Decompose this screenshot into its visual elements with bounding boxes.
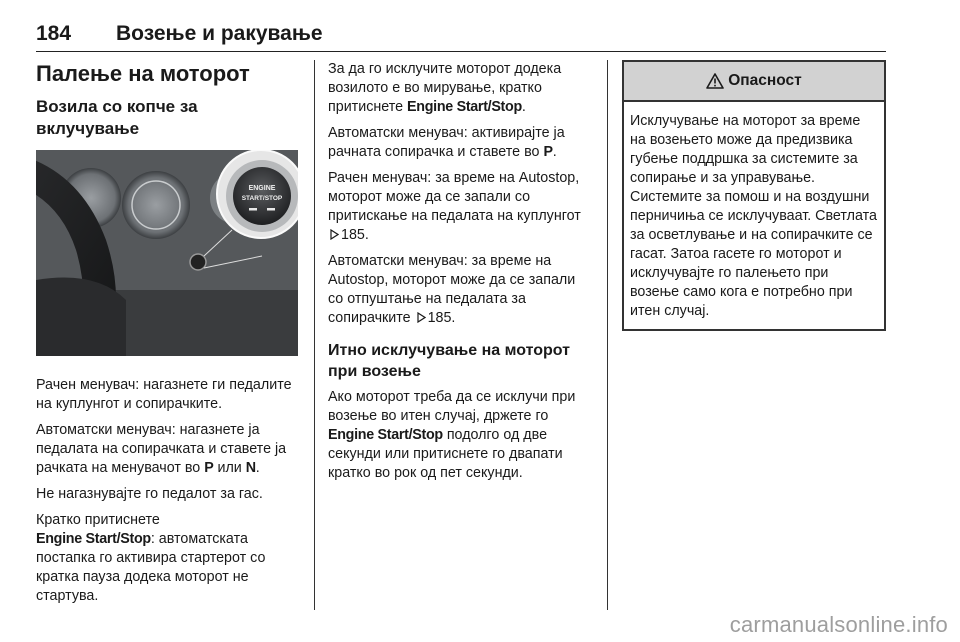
paragraph-switch-off: За да го исклучите моторот додека возилото е во мирување, кратко притиснете Engine Start/Stop.: [328, 61, 562, 115]
paragraph-automatic-autostop: Автоматски менувач: за време на Autostop, моторот може да се запали со отпуштање на педалата за сопирачките 185.: [328, 253, 576, 326]
page-header: [36, 22, 886, 52]
paragraph-emergency: Ако моторот треба да се исклучи при возење во итен случај, држете го Engine Start/Stop подолго од две секунди или притиснете го двапати кратко во рок од пет секунди.: [328, 389, 576, 481]
warning-title: Опасност: [728, 72, 802, 89]
warning-header: [624, 62, 884, 102]
page-reference-icon: [417, 312, 426, 323]
column-2: [328, 60, 594, 490]
header-rule: [36, 51, 886, 52]
section-heading: Палење на моторот: [36, 61, 250, 86]
paragraph-automatic-start: Автоматски менувач: нагазнете ја педалата на сопирачката и ставете ја рачката на менувачот во P или N.: [36, 422, 287, 476]
column-divider-2: [607, 60, 608, 610]
page-number: 184: [36, 22, 72, 45]
paragraph-press-start: Кратко притиснете Engine Start/Stop: автоматската постапка го активира стартерот со кратка пауза додека моторот не стартува.: [36, 512, 266, 604]
emergency-heading: Итно исклучување на моторот при возење: [328, 342, 570, 380]
page-reference-link[interactable]: 185.: [341, 227, 369, 243]
running-title: Возење и ракување: [116, 22, 323, 45]
subsection-heading: Возила со копче за вклучување: [36, 97, 198, 138]
paragraph-manual-start: Рачен менувач: нагазнете ги педалите на куплунгот и сопирачките.: [36, 377, 292, 412]
page-reference-icon: [330, 229, 339, 240]
button-label-2: START/STOP: [241, 195, 283, 202]
warning-body: [624, 102, 884, 329]
paragraph-automatic-park: Автоматски менувач: активирајте ја рачната сопирачка и ставете во P.: [328, 125, 565, 160]
dashboard-illustration: [36, 150, 298, 356]
column-divider-1: [314, 60, 315, 610]
column-3: [622, 60, 886, 331]
dashboard-photo: [36, 150, 298, 356]
column-1: [36, 60, 300, 613]
watermark: carmanualsonline.info: [729, 612, 948, 637]
paragraph-no-gas: Не нагазнувајте го педалот за гас.: [36, 486, 263, 502]
warning-text: Исклучување на моторот за време на возењето може да предизвика губење поддршка за системите за сопирање и за управување. Системите за помош и на воздушни перничиња се исклучуваат. Светлата за осветлување и на сопирачките се гасат. Затоа гасете го моторот и исклучувајте го палењето при возење само кога е потребно при итен случај.: [630, 113, 877, 319]
warning-box: [622, 60, 886, 331]
start-button-small: [190, 254, 206, 270]
warning-triangle-icon: [706, 73, 724, 89]
paragraph-manual-autostop: Рачен менувач: за време на Autostop, моторот може да се запали со притискање на педалата на куплунгот 185.: [328, 170, 581, 243]
page-reference-link[interactable]: 185.: [427, 310, 456, 326]
button-label-1: ENGINE: [248, 185, 276, 192]
